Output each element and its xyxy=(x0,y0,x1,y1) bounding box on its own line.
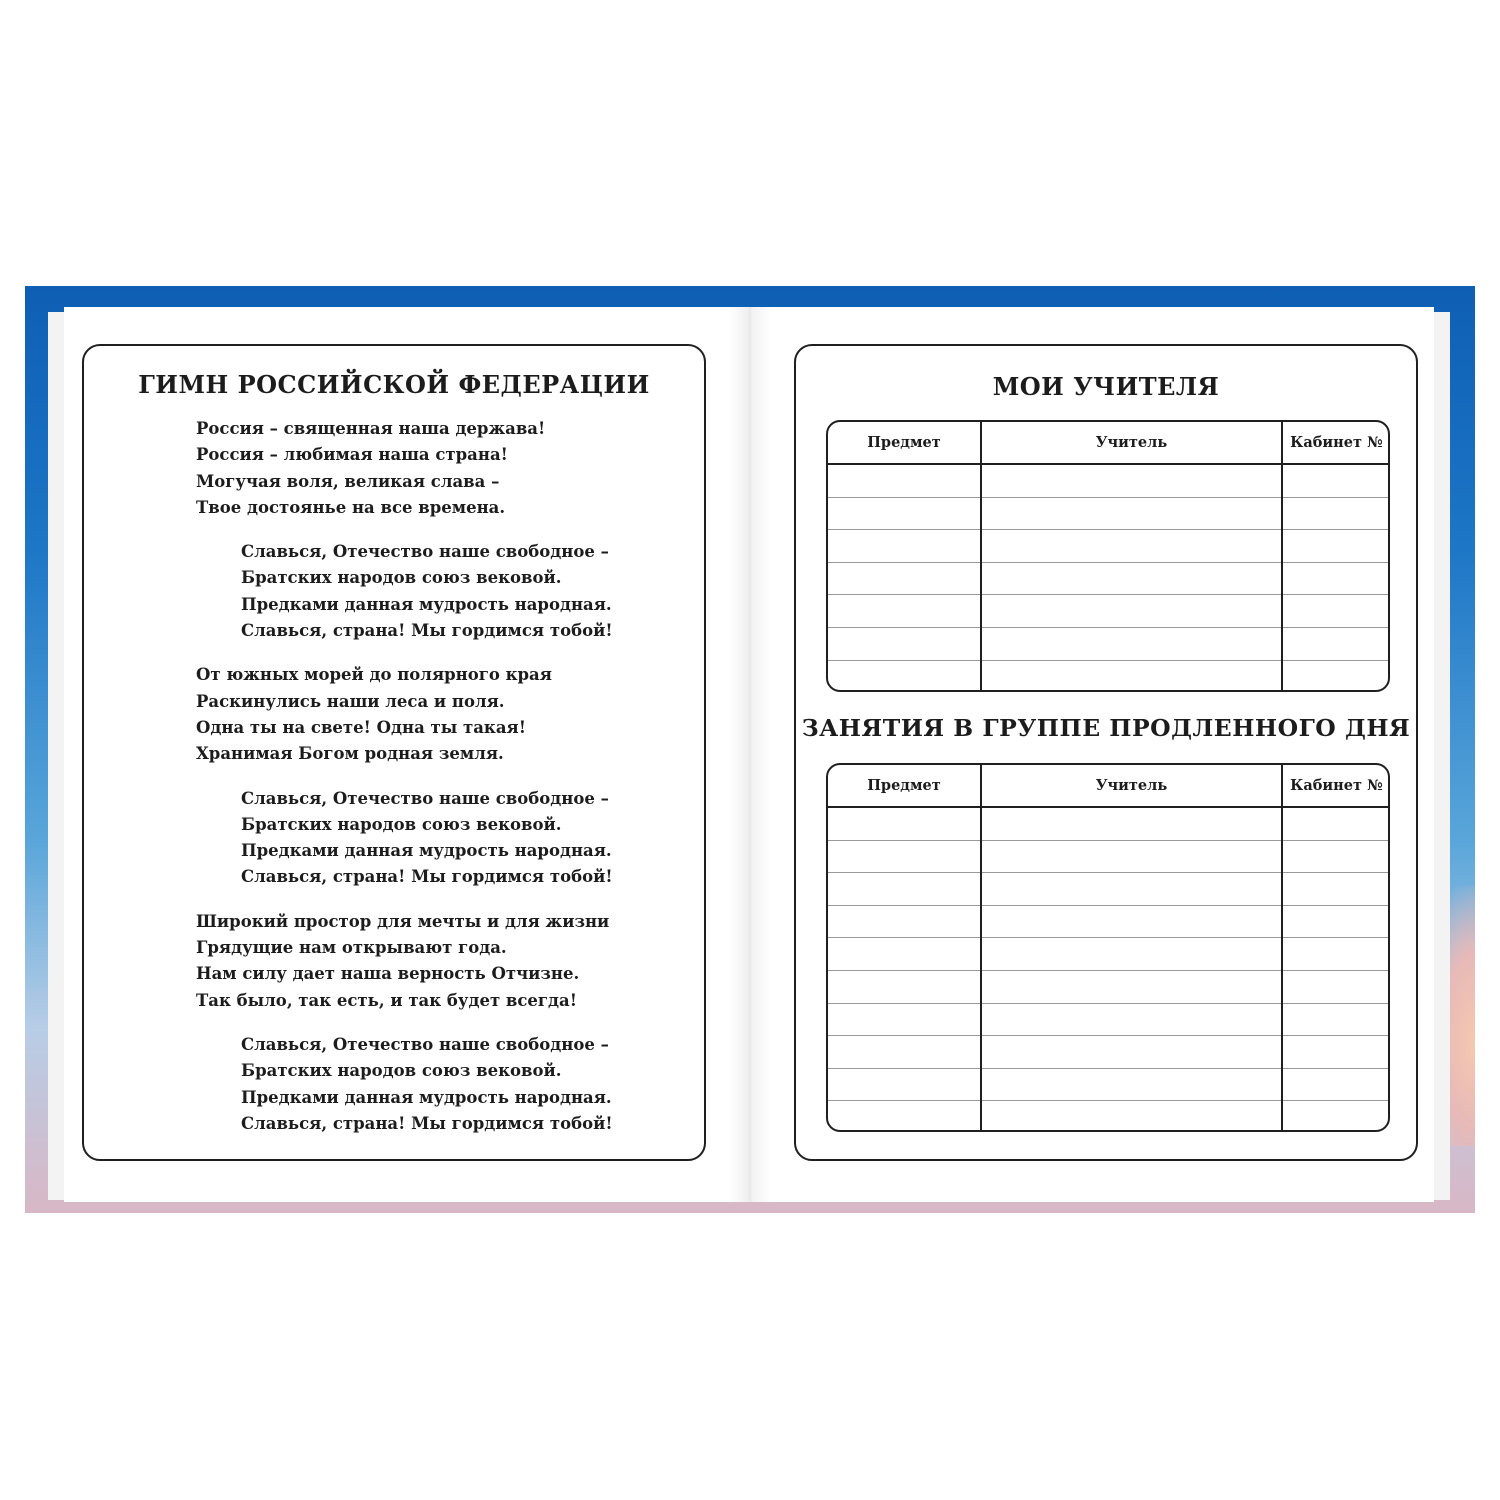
teachers-table-row xyxy=(828,563,1388,596)
after-school-table-rows xyxy=(828,808,1388,1130)
column-divider xyxy=(1281,422,1283,690)
anthem-line: Россия – любимая наша страна! xyxy=(196,445,508,465)
anthem-line: Могучая воля, великая слава – xyxy=(196,471,500,491)
after-school-table-header xyxy=(828,765,1388,808)
anthem-line: Славься, Отечество наше свободное – xyxy=(241,1034,609,1054)
teachers-table-row xyxy=(828,530,1388,563)
after-school-table-row xyxy=(828,841,1388,874)
anthem-line: Предками данная мудрость народная. xyxy=(241,594,612,614)
anthem-line: Твое достоянье на все времена. xyxy=(196,497,506,517)
book-spine-gutter xyxy=(728,307,772,1202)
column-divider xyxy=(980,422,982,690)
column-header-subject: Предмет xyxy=(867,434,941,451)
anthem-verse xyxy=(196,416,676,521)
teachers-table-row xyxy=(828,595,1388,628)
anthem-line: Братских народов союз вековой. xyxy=(241,1061,562,1081)
column-header-room: Кабинет № xyxy=(1290,434,1383,451)
anthem-verse xyxy=(196,662,676,767)
teachers-title: МОИ УЧИТЕЛЯ xyxy=(992,372,1220,401)
after-school-table-row xyxy=(828,1036,1388,1069)
column-header-room: Кабинет № xyxy=(1290,777,1383,794)
after-school-table-row xyxy=(828,971,1388,1004)
anthem-line: Братских народов союз вековой. xyxy=(241,814,562,834)
teachers-table-rows xyxy=(828,465,1388,690)
anthem-chorus xyxy=(196,786,676,891)
column-divider xyxy=(980,765,982,1130)
teachers-table-header xyxy=(828,422,1388,465)
anthem-line: Предками данная мудрость народная. xyxy=(241,841,612,861)
anthem-line: Славься, Отечество наше свободное – xyxy=(241,788,609,808)
after-school-table-row xyxy=(828,873,1388,906)
after-school-title: ЗАНЯТИЯ В ГРУППЕ ПРОДЛЕННОГО ДНЯ xyxy=(801,714,1411,742)
anthem-line: Славься, страна! Мы гордимся тобой! xyxy=(241,621,613,641)
anthem-line: Широкий простор для мечты и для жизни xyxy=(196,911,610,931)
after-school-table xyxy=(826,763,1390,1132)
anthem-line: От южных морей до полярного края xyxy=(196,665,552,685)
anthem-chorus xyxy=(196,1032,676,1137)
anthem-line: Славься, страна! Мы гордимся тобой! xyxy=(241,867,613,887)
after-school-table-row xyxy=(828,1004,1388,1037)
teachers-table xyxy=(826,420,1390,692)
schedule-panel xyxy=(794,344,1418,1161)
teachers-table-row xyxy=(828,498,1388,531)
after-school-table-row xyxy=(828,808,1388,841)
anthem-line: Предками данная мудрость народная. xyxy=(241,1087,612,1107)
after-school-table-row xyxy=(828,1069,1388,1102)
anthem-line: Раскинулись наши леса и поля. xyxy=(196,691,505,711)
teachers-table-row xyxy=(828,661,1388,692)
column-header-teacher: Учитель xyxy=(1095,777,1168,794)
anthem-chorus xyxy=(196,539,676,644)
column-divider xyxy=(1281,765,1283,1130)
teachers-table-row xyxy=(828,628,1388,661)
anthem-line: Россия – священная наша держава! xyxy=(196,419,546,438)
column-header-teacher: Учитель xyxy=(1095,434,1168,451)
anthem-line: Так было, так есть, и так будет всегда! xyxy=(196,990,577,1010)
anthem-text xyxy=(196,416,676,1155)
anthem-line: Славься, Отечество наше свободное – xyxy=(241,542,609,562)
teachers-table-row xyxy=(828,465,1388,498)
anthem-line: Грядущие нам открывают года. xyxy=(196,938,507,958)
column-header-subject: Предмет xyxy=(867,777,941,794)
anthem-line: Одна ты на свете! Одна ты такая! xyxy=(196,717,526,737)
anthem-line: Хранимая Богом родная земля. xyxy=(196,744,504,764)
anthem-title: ГИМН РОССИЙСКОЙ ФЕДЕРАЦИИ xyxy=(138,370,650,399)
after-school-table-row xyxy=(828,906,1388,939)
anthem-line: Братских народов союз вековой. xyxy=(241,568,562,588)
after-school-table-row xyxy=(828,1101,1388,1132)
after-school-table-row xyxy=(828,938,1388,971)
anthem-panel xyxy=(82,344,706,1161)
anthem-line: Нам силу дает наша верность Отчизне. xyxy=(196,964,580,984)
anthem-line: Славься, страна! Мы гордимся тобой! xyxy=(241,1113,613,1133)
anthem-verse xyxy=(196,909,676,1014)
